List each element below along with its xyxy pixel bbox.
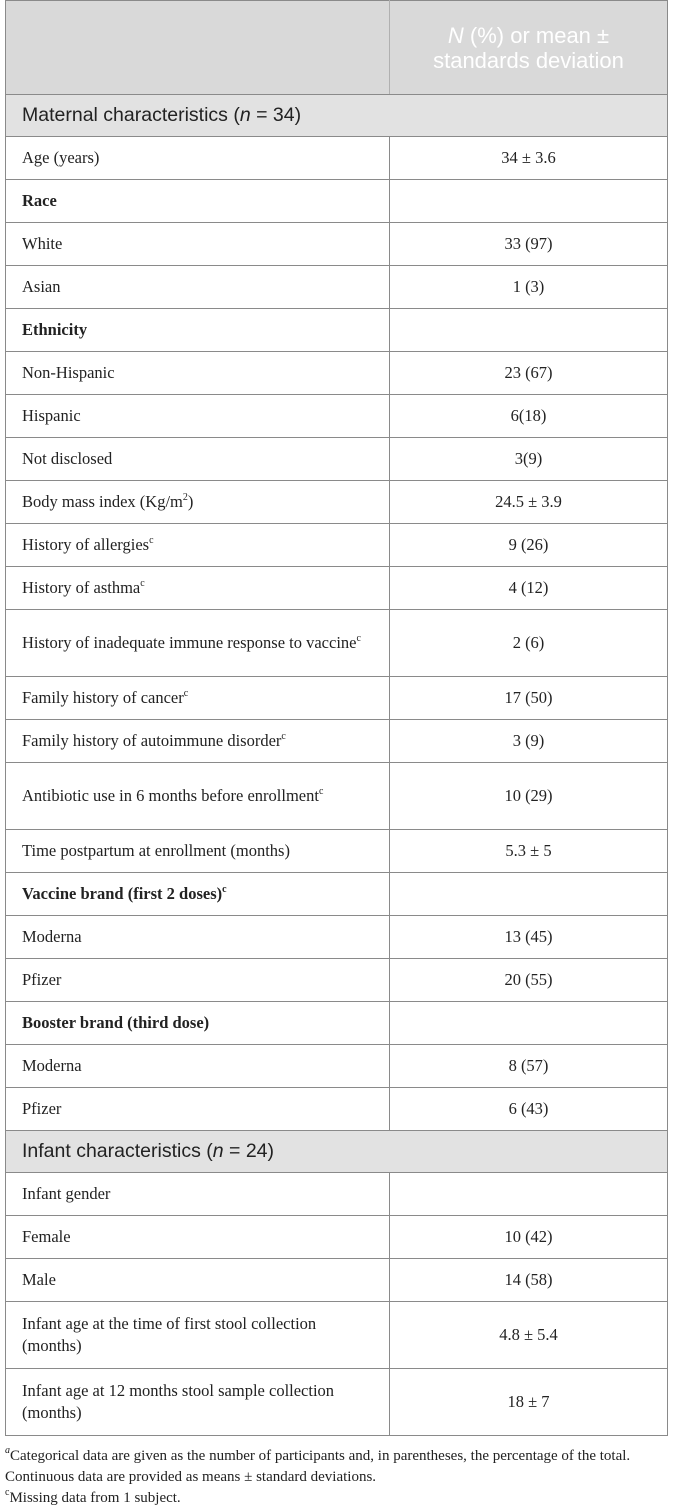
row-label-text: History of inadequate immune response to vaccine: [22, 633, 357, 652]
row-value: 20 (55): [390, 959, 668, 1002]
row-value: 5.3 ± 5: [390, 830, 668, 873]
row-label: [6, 266, 390, 309]
row-label: [6, 352, 390, 395]
row-label: [6, 137, 390, 180]
table-row: [6, 137, 668, 180]
characteristics-table: [5, 0, 668, 1436]
row-label: [6, 1045, 390, 1088]
table-row: [6, 180, 668, 223]
row-label-superscript: c: [149, 534, 154, 546]
table-row: [6, 395, 668, 438]
row-label-text: Asian: [22, 277, 61, 296]
footnote-a-text: Categorical data are given as the number of participants and, in parentheses, the percentage of the total. Continuous data are provided as means ± standard deviations.: [5, 1448, 631, 1485]
table-row: [6, 720, 668, 763]
row-label: [6, 1088, 390, 1131]
row-label: [6, 395, 390, 438]
table-row: [6, 677, 668, 720]
row-label: [6, 567, 390, 610]
row-value: 10 (29): [390, 763, 668, 830]
table-row: [6, 1002, 668, 1045]
table-row: [6, 1259, 668, 1302]
table-row: [6, 610, 668, 677]
row-label-text: Pfizer: [22, 970, 62, 989]
section-header-row: [6, 95, 668, 137]
row-label: [6, 309, 390, 352]
row-label-text: Family history of autoimmune disorder: [22, 731, 282, 750]
row-label-superscript: c: [281, 730, 286, 742]
row-value: 24.5 ± 3.9: [390, 481, 668, 524]
footnote-c-mark: c: [5, 1487, 10, 1498]
row-value: 1 (3): [390, 266, 668, 309]
row-label-superscript: c: [318, 785, 324, 797]
section-header-row: [6, 1131, 668, 1173]
section-title-suffix: = 24): [223, 1140, 275, 1162]
row-label-text: History of allergies: [22, 535, 150, 554]
row-label-text: Hispanic: [22, 406, 81, 425]
row-label-text: Race: [22, 191, 57, 210]
header-line2: standards deviation: [433, 47, 624, 73]
row-value: 4 (12): [390, 567, 668, 610]
table-body: [6, 95, 668, 1436]
table-row: [6, 1369, 668, 1436]
section-title-prefix: Infant characteristics (: [22, 1140, 213, 1162]
row-label: [6, 1369, 390, 1436]
row-label-text: Family history of cancer: [22, 688, 184, 707]
table-row: [6, 1302, 668, 1369]
section-title: [6, 1131, 668, 1173]
row-label-text: Booster brand (third dose): [22, 1013, 210, 1032]
row-value: 10 (42): [390, 1216, 668, 1259]
row-label: [6, 1173, 390, 1216]
section-title-prefix: Maternal characteristics (: [22, 104, 240, 126]
table-row: [6, 873, 668, 916]
row-label-text: Pfizer: [22, 1099, 62, 1118]
row-value: 34 ± 3.6: [390, 137, 668, 180]
row-value: 23 (67): [390, 352, 668, 395]
row-label-superscript: c: [140, 577, 145, 589]
row-label: [6, 438, 390, 481]
row-label: [6, 677, 390, 720]
table-row: [6, 1216, 668, 1259]
table-row: [6, 266, 668, 309]
footnote-a: [5, 1446, 667, 1488]
row-label: [6, 223, 390, 266]
row-label-text: Infant age at 12 months stool sample collection (months): [22, 1381, 335, 1422]
row-label: [6, 959, 390, 1002]
row-label: [6, 1302, 390, 1369]
characteristics-table-container: [5, 0, 667, 1509]
row-value: 2 (6): [390, 610, 668, 677]
row-label: [6, 830, 390, 873]
row-label-suffix: ): [187, 492, 194, 511]
row-label-text: Non-Hispanic: [22, 363, 115, 382]
row-label-text: Not disclosed: [22, 449, 113, 468]
row-label: [6, 916, 390, 959]
row-label-text: Vaccine brand (first 2 doses): [22, 884, 223, 903]
table-row: [6, 830, 668, 873]
row-value: 6 (43): [390, 1088, 668, 1131]
row-value: 3(9): [390, 438, 668, 481]
row-label-text: Moderna: [22, 927, 82, 946]
row-label-text: Age (years): [22, 148, 100, 167]
header-n-italic: N: [447, 22, 464, 48]
row-label-text: Body mass index (Kg/m: [22, 492, 183, 511]
section-title-suffix: = 34): [250, 104, 302, 126]
row-label: [6, 1216, 390, 1259]
row-label-text: History of asthma: [22, 578, 141, 597]
table-row: [6, 959, 668, 1002]
row-value: 6(18): [390, 395, 668, 438]
table-row: [6, 223, 668, 266]
footnote-a-mark: a: [5, 1445, 10, 1456]
table-row: [6, 916, 668, 959]
row-value: [390, 180, 668, 223]
header-empty-cell: [6, 1, 390, 95]
row-value: [390, 309, 668, 352]
row-label: [6, 524, 390, 567]
section-title-n: n: [212, 1140, 224, 1162]
row-label: [6, 180, 390, 223]
header-stat-column: [390, 1, 668, 95]
row-label: [6, 1259, 390, 1302]
row-label: [6, 610, 390, 677]
row-value: 4.8 ± 5.4: [390, 1302, 668, 1369]
row-label: [6, 481, 390, 524]
table-header-row: [6, 1, 668, 95]
row-value: 3 (9): [390, 720, 668, 763]
row-label: [6, 763, 390, 830]
row-value: 8 (57): [390, 1045, 668, 1088]
row-value: 33 (97): [390, 223, 668, 266]
table-row: [6, 438, 668, 481]
row-value: 13 (45): [390, 916, 668, 959]
row-label-text: Male: [22, 1270, 56, 1289]
row-value: 18 ± 7: [390, 1369, 668, 1436]
row-label: [6, 873, 390, 916]
row-label-text: Ethnicity: [22, 320, 88, 339]
row-label-text: Moderna: [22, 1056, 82, 1075]
row-label-text: Time postpartum at enrollment (months): [22, 841, 290, 860]
row-label-text: White: [22, 234, 63, 253]
row-label-superscript: c: [222, 883, 227, 895]
section-title-n: n: [239, 104, 251, 126]
table-footnotes: [5, 1436, 667, 1509]
row-value: 14 (58): [390, 1259, 668, 1302]
table-row: [6, 524, 668, 567]
footnote-c-text: Missing data from 1 subject.: [9, 1490, 181, 1506]
table-row: [6, 1088, 668, 1131]
table-row: [6, 481, 668, 524]
header-line1-rest: (%) or mean ±: [463, 22, 610, 48]
table-row: [6, 352, 668, 395]
row-label-superscript: c: [183, 687, 189, 699]
row-value: [390, 1002, 668, 1045]
table-row: [6, 309, 668, 352]
row-value: [390, 1173, 668, 1216]
row-value: [390, 873, 668, 916]
row-value: 9 (26): [390, 524, 668, 567]
row-label-text: Female: [22, 1227, 71, 1246]
table-row: [6, 763, 668, 830]
table-row: [6, 1045, 668, 1088]
footnote-c: [5, 1488, 667, 1509]
row-label: [6, 720, 390, 763]
section-title: [6, 95, 668, 137]
row-value: 17 (50): [390, 677, 668, 720]
row-label-superscript: c: [356, 632, 361, 644]
row-label-text: Antibiotic use in 6 months before enrollment: [22, 786, 319, 805]
row-label: [6, 1002, 390, 1045]
row-label-superscript: 2: [182, 491, 188, 503]
table-row: [6, 1173, 668, 1216]
row-label-text: Infant age at the time of first stool collection (months): [22, 1314, 317, 1355]
table-row: [6, 567, 668, 610]
row-label-text: Infant gender: [22, 1184, 111, 1203]
